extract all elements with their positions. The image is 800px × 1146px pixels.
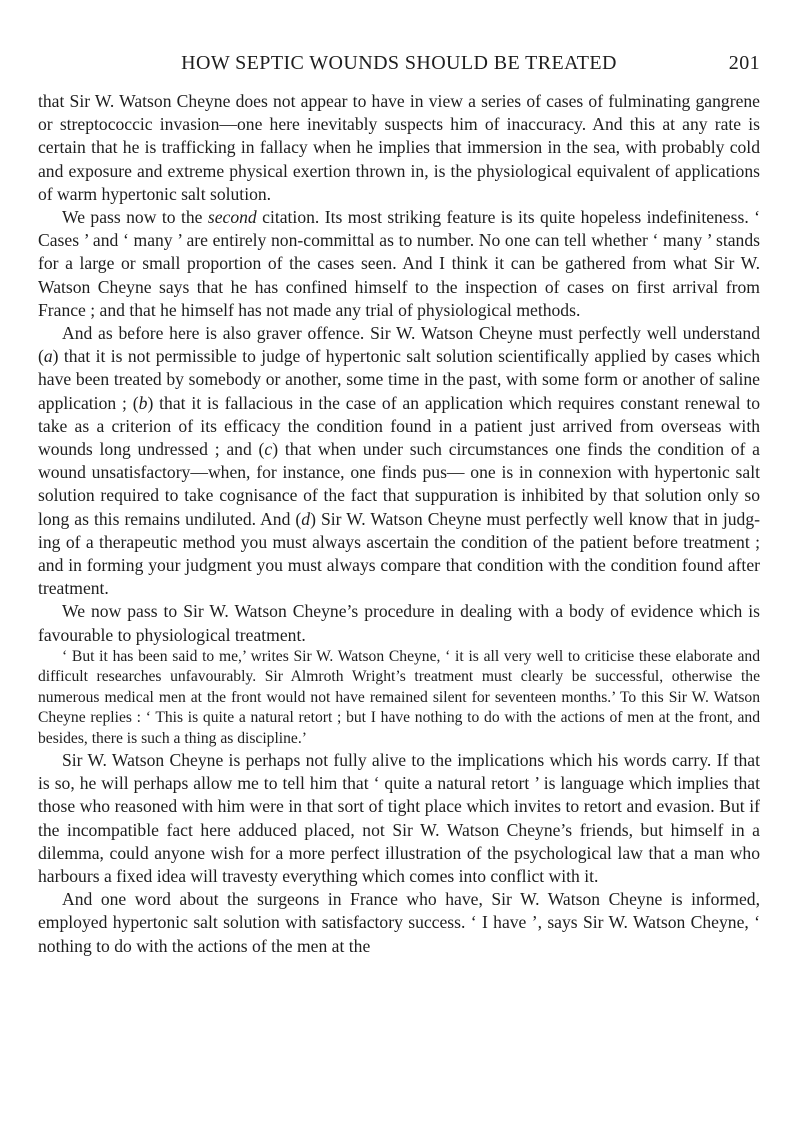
- italic-text: a: [43, 346, 53, 367]
- body-text: [38, 90, 760, 958]
- paragraph: We pass now to the second citation. Its most striking feature is its quite hopeless indefiniteness. ‘ Cases ’ and ‘ many ’ are entirely non-committal as to number. No one can tell whether ‘ many ’ stands for a large or small proportion of the cases seen. And I think it can be gathered from what Sir W. Watson Cheyne says that he has confined himself to the inspection of cases on first arrival from France ; and that he himself has not made any trial of physiological methods.: [38, 207, 760, 320]
- page-number: 201: [728, 52, 760, 74]
- italic-text: c: [264, 439, 273, 460]
- running-head: HOW SEPTIC WOUNDS SHOULD BE TREATED: [181, 52, 617, 74]
- paragraph: And one word about the surgeons in France who have, Sir W. Watson Cheyne is informed, employed hypertonic salt solution with satisfactory success. ‘ I have ’, says Sir W. Watson Cheyne, ‘ nothing to do with the actions of the men at the: [38, 889, 760, 956]
- italic-text: b: [138, 392, 148, 413]
- page-header: [38, 52, 760, 82]
- paragraph: And as before here is also graver offence. Sir W. Watson Cheyne must perfectly well understand (a) that it is not permissible to judge of hypertonic salt solution scientifically applied by cases which have been treated by somebody or another, some time in the past, with some form or another of saline application ; (b) that it is fallacious in the case of an application which requires constant renewal to take as a criterion of its efficacy the condition found in a patient just arrived from overseas with wounds long undressed ; and (c) that when under such circumstances one finds the condition of a wound unsatisfactory—when, for instance, one finds pus— one is in connexion with hypertonic salt solution required to take cognisance of the fact that suppuration is inhibited by that solution only so long as this remains undiluted. And (d) Sir W. Watson Cheyne must perfectly well know that in judging of a therapeutic method you must always ascertain the condition of the patient before treatment ; and in forming your judgment you must always compare that condition with the condition found after treatment.: [38, 323, 760, 599]
- book-page: [38, 52, 760, 958]
- italic-text: second: [207, 207, 257, 228]
- paragraph: Sir W. Watson Cheyne is perhaps not fully alive to the implications which his words carry. If that is so, he will perhaps allow me to tell him that ‘ quite a natural retort ’ is language which implies that those who reasoned with him were in that sort of tight place which invites to retort and evasion. But if the incompatible fact here adduced placed, not Sir W. Watson Cheyne’s friends, but himself in a dilemma, could anyone wish for a more perfect illustration of the psychological law that a man who harbours a fixed idea will travesty everything which comes into conflict with it.: [38, 749, 760, 886]
- block-quote: ‘ But it has been said to me,’ writes Sir W. Watson Cheyne, ‘ it is all very well to criticise these elaborate and difficult researches unfavourably. Sir Almroth Wright’s treatment must clearly be successful, otherwise the numerous medical men at the front would not have remained silent for seventeen months.’ To this Sir W. Watson Cheyne replies : ‘ This is quite a natural retort ; but I have nothing to do with the actions of men at the front, and besides, there is such a thing as discipline.’: [38, 647, 760, 747]
- paragraph: We now pass to Sir W. Watson Cheyne’s procedure in dealing with a body of evidence which is favourable to physiological treatment.: [38, 601, 760, 645]
- paragraph: that Sir W. Watson Cheyne does not appear to have in view a series of cases of fulminating gangrene or streptococcic invasion—one here inevitably suspects him of inaccuracy. And this at any rate is certain that he is trafficking in fallacy when he implies that immersion in the sea, with probably cold and exposure and extreme physical exertion thrown in, is the physiological equivalent of applications of warm hypertonic salt solution.: [38, 91, 760, 204]
- italic-text: d: [301, 508, 311, 529]
